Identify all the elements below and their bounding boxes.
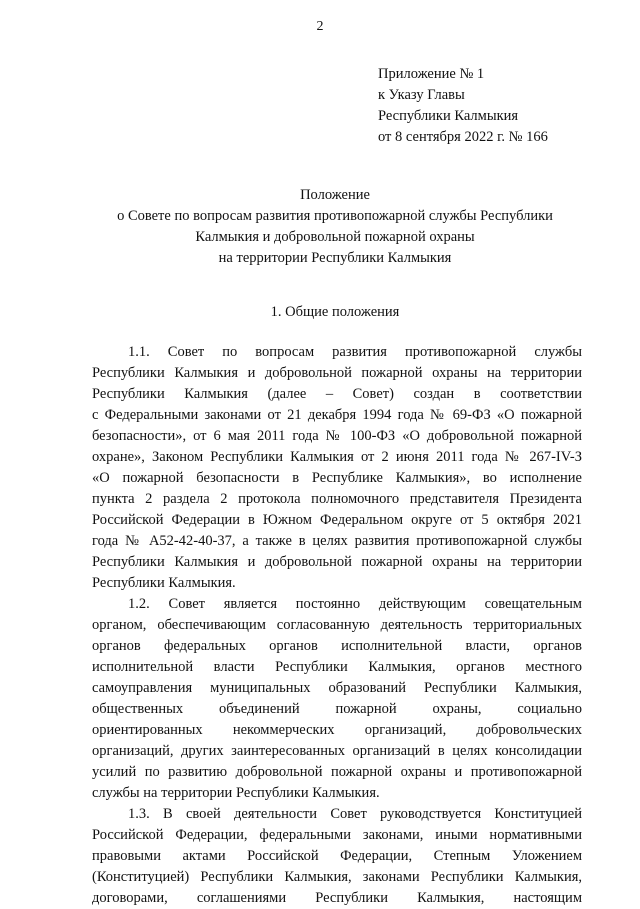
text-line: Российской Федерации, федеральными законами, иными нормативными	[92, 827, 582, 843]
appendix-line: Приложение № 1	[378, 66, 485, 82]
text-line: 1.3. В своей деятельности Совет руководствуется Конституцией	[128, 806, 582, 822]
text-line: договорами, соглашениями Республики Калмыкия, настоящим	[92, 890, 582, 906]
title-line: Положение	[300, 187, 370, 203]
text-line: Республики Калмыкия.	[92, 575, 236, 591]
text-line: исполнительной власти Республики Калмыкия, органов местного	[92, 659, 582, 675]
paragraph-1-3	[92, 804, 582, 909]
text-line: службы на территории Республики Калмыкия.	[92, 785, 380, 801]
section-heading: 1. Общие положения	[270, 304, 400, 320]
text-line: Республики Калмыкия и добровольной пожарной охраны на территории	[92, 365, 582, 381]
text-line: 1.1. Совет по вопросам развития противопожарной службы	[128, 344, 582, 360]
text-line: правовыми актами Российской Федерации, Степным Уложением	[92, 848, 582, 864]
text-line: «О пожарной безопасности в Республике Калмыкия», во исполнение	[92, 470, 582, 486]
text-line: охране», Законом Республики Калмыкия от 2 июня 2011 года № 267-IV-З	[92, 449, 582, 465]
text-line: усилий по развитию добровольной пожарной охраны и противопожарной	[92, 764, 582, 780]
text-line: органов федеральных органов исполнительной власти, органов	[92, 638, 582, 654]
text-line: Республики Калмыкия и добровольной пожарной охраны на территории	[92, 554, 582, 570]
text-line: ориентированных некоммерческих организаций, добровольческих	[92, 722, 582, 738]
paragraph-1-2	[92, 594, 582, 804]
text-line: с Федеральными законами от 21 декабря 1994 года № 69-ФЗ «О пожарной	[92, 407, 582, 423]
title-line: о Совете по вопросам развития противопожарной службы Республики	[117, 208, 553, 224]
text-line: Республики Калмыкия (далее – Совет) создан в соответствии	[92, 386, 582, 402]
appendix-line: Республики Калмыкия	[378, 108, 519, 124]
body-text	[92, 342, 582, 909]
text-line: организаций, других заинтересованных организаций в целях консолидации	[92, 743, 582, 759]
appendix-line: от 8 сентября 2022 г. № 166	[378, 129, 548, 145]
paragraph-1-1	[92, 342, 582, 594]
text-line: пункта 2 раздела 2 протокола полномочного представителя Президента	[92, 491, 582, 507]
document-title	[60, 185, 610, 269]
text-line: года № А52-42-40-37, а также в целях развития противопожарной службы	[92, 533, 582, 549]
appendix-block	[378, 64, 548, 148]
text-line: Российской Федерации в Южном Федеральном округе от 5 октября 2021	[92, 512, 582, 528]
page-number: 2	[316, 19, 324, 34]
appendix-line: к Указу Главы	[378, 87, 465, 103]
text-line: (Конституцией) Республики Калмыкия, законами Республики Калмыкия,	[92, 869, 582, 885]
title-line: на территории Республики Калмыкия	[218, 250, 452, 266]
text-line: самоуправления муниципальных образований Республики Калмыкия,	[92, 680, 582, 696]
text-line: общественных объединений пожарной охраны, социально	[92, 701, 582, 717]
title-line: Калмыкия и добровольной пожарной охраны	[195, 229, 475, 245]
text-line: безопасности», от 6 мая 2011 года № 100-ФЗ «О добровольной пожарной	[92, 428, 582, 444]
text-line: органом, обеспечивающим согласованную деятельность территориальных	[92, 617, 582, 633]
text-line: 1.2. Совет является постоянно действующим совещательным	[128, 596, 582, 612]
